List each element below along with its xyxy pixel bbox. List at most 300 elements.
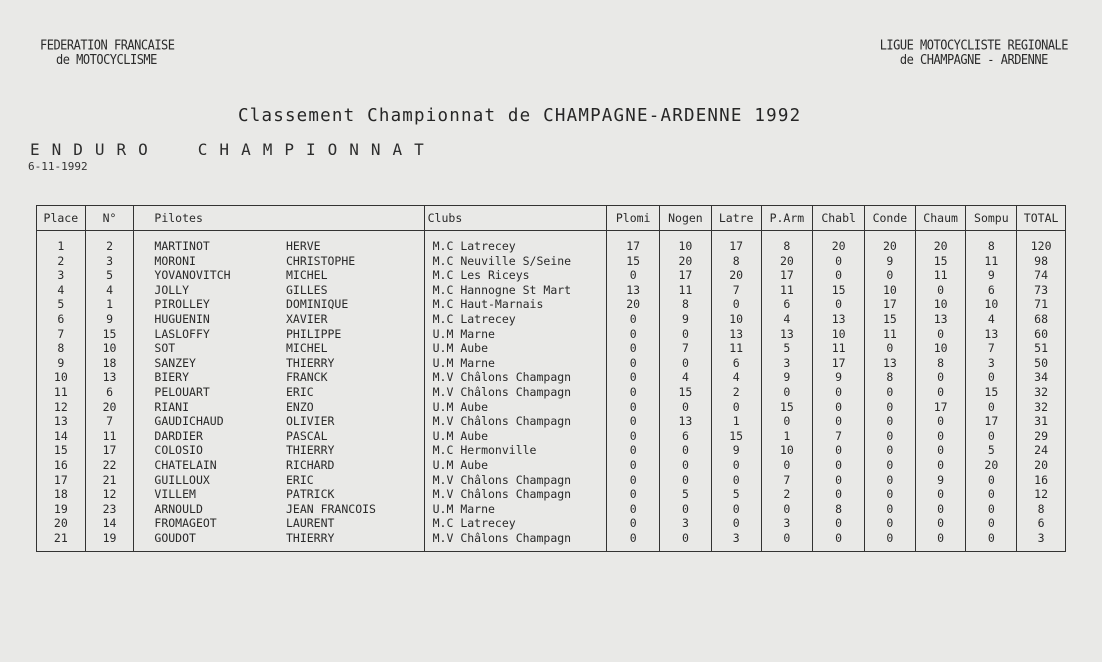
federation-line-1: FEDERATION FRANCAISE (40, 37, 175, 53)
col-total-cell: 32 (1017, 400, 1066, 415)
col-pilot-firstname-cell: THIERRY (276, 531, 424, 552)
col-number-cell: 21 (85, 473, 134, 488)
table-row (37, 385, 1066, 400)
col-latre-cell: 3 (711, 531, 761, 552)
col-nogen-cell: 0 (660, 502, 712, 517)
col-number-cell: 10 (85, 341, 134, 356)
col-total-cell: 12 (1017, 487, 1066, 502)
col-sompu-cell: 13 (966, 327, 1017, 342)
col-parm-header: P.Arm (761, 206, 813, 231)
col-pilot-lastname-cell: PIROLLEY (134, 297, 276, 312)
col-total-cell: 32 (1017, 385, 1066, 400)
col-sompu-cell: 6 (966, 283, 1017, 298)
col-pilot-firstname-cell: ERIC (276, 385, 424, 400)
discipline-subtitle (30, 140, 436, 159)
col-number-cell: 9 (85, 312, 134, 327)
col-parm-cell: 10 (761, 443, 813, 458)
col-nogen-cell: 3 (660, 516, 712, 531)
col-nogen-cell: 13 (660, 414, 712, 429)
table-row (37, 341, 1066, 356)
table-row (37, 283, 1066, 298)
col-total-cell: 24 (1017, 443, 1066, 458)
col-total-cell: 120 (1017, 231, 1066, 254)
col-parm-cell: 0 (761, 531, 813, 552)
col-conde-cell: 0 (865, 531, 916, 552)
col-chaum-cell: 8 (915, 356, 966, 371)
col-chabl-cell: 11 (813, 341, 865, 356)
col-parm-cell: 3 (761, 356, 813, 371)
table-row (37, 531, 1066, 552)
col-parm-cell: 11 (761, 283, 813, 298)
col-total-cell: 98 (1017, 254, 1066, 269)
col-nogen-cell: 17 (660, 268, 712, 283)
discipline-label: ENDURO (30, 140, 160, 159)
col-pilot-firstname-cell: RICHARD (276, 458, 424, 473)
col-latre-cell: 10 (711, 312, 761, 327)
col-place-cell: 9 (37, 356, 86, 371)
col-place-cell: 10 (37, 370, 86, 385)
col-latre-cell: 13 (711, 327, 761, 342)
col-sompu-cell: 0 (966, 502, 1017, 517)
col-place-cell: 15 (37, 443, 86, 458)
col-total-cell: 34 (1017, 370, 1066, 385)
col-pilot-firstname-cell: ERIC (276, 473, 424, 488)
col-pilot-firstname-cell: JEAN FRANCOIS (276, 502, 424, 517)
col-chaum-cell: 15 (915, 254, 966, 269)
col-sompu-cell: 4 (966, 312, 1017, 327)
col-chaum-cell: 0 (915, 531, 966, 552)
col-plomi-cell: 0 (607, 312, 660, 327)
championship-label: CHAMPIONNAT (197, 140, 436, 159)
col-pilot-lastname-cell: ARNOULD (134, 502, 276, 517)
col-plomi-cell: 0 (607, 341, 660, 356)
col-club-cell: M.C Les Riceys (424, 268, 607, 283)
col-latre-cell: 8 (711, 254, 761, 269)
col-pilot-lastname-header: Pilotes (134, 206, 424, 231)
col-parm-cell: 1 (761, 429, 813, 444)
col-pilot-lastname-cell: VILLEM (134, 487, 276, 502)
col-parm-cell: 2 (761, 487, 813, 502)
col-pilot-lastname-cell: YOVANOVITCH (134, 268, 276, 283)
col-place-cell: 18 (37, 487, 86, 502)
col-number-cell: 14 (85, 516, 134, 531)
col-chabl-cell: 8 (813, 502, 865, 517)
col-chaum-cell: 11 (915, 268, 966, 283)
col-sompu-cell: 17 (966, 414, 1017, 429)
col-latre-cell: 0 (711, 502, 761, 517)
col-nogen-cell: 20 (660, 254, 712, 269)
col-total-cell: 74 (1017, 268, 1066, 283)
col-place-cell: 16 (37, 458, 86, 473)
col-parm-cell: 7 (761, 473, 813, 488)
col-plomi-cell: 0 (607, 531, 660, 552)
table-row (37, 443, 1066, 458)
col-number-cell: 13 (85, 370, 134, 385)
col-number-cell: 12 (85, 487, 134, 502)
col-plomi-cell: 0 (607, 356, 660, 371)
col-sompu-cell: 7 (966, 341, 1017, 356)
col-total-cell: 51 (1017, 341, 1066, 356)
col-club-cell: U.M Aube (424, 458, 607, 473)
col-plomi-cell: 17 (607, 231, 660, 254)
col-parm-cell: 6 (761, 297, 813, 312)
col-sompu-cell: 5 (966, 443, 1017, 458)
col-plomi-cell: 0 (607, 458, 660, 473)
col-chabl-cell: 0 (813, 458, 865, 473)
table-header (37, 206, 1066, 231)
col-pilot-firstname-cell: HERVE (276, 231, 424, 254)
col-total-cell: 50 (1017, 356, 1066, 371)
table-row (37, 458, 1066, 473)
col-nogen-cell: 15 (660, 385, 712, 400)
col-nogen-header: Nogen (660, 206, 712, 231)
col-sompu-header: Sompu (966, 206, 1017, 231)
col-parm-cell: 13 (761, 327, 813, 342)
col-pilot-firstname-cell: THIERRY (276, 443, 424, 458)
col-plomi-cell: 20 (607, 297, 660, 312)
col-number-cell: 4 (85, 283, 134, 298)
col-number-cell: 11 (85, 429, 134, 444)
col-club-header: Clubs (424, 206, 607, 231)
table-row (37, 487, 1066, 502)
col-sompu-cell: 11 (966, 254, 1017, 269)
col-chaum-cell: 10 (915, 341, 966, 356)
table-row (37, 429, 1066, 444)
col-chabl-cell: 0 (813, 487, 865, 502)
col-nogen-cell: 6 (660, 429, 712, 444)
col-plomi-cell: 0 (607, 429, 660, 444)
col-chaum-cell: 10 (915, 297, 966, 312)
col-pilot-lastname-cell: RIANI (134, 400, 276, 415)
col-parm-cell: 0 (761, 458, 813, 473)
table-row (37, 297, 1066, 312)
col-chabl-cell: 0 (813, 443, 865, 458)
table-row (37, 516, 1066, 531)
col-chaum-cell: 0 (915, 516, 966, 531)
col-chaum-cell: 0 (915, 370, 966, 385)
col-chaum-cell: 0 (915, 458, 966, 473)
col-sompu-cell: 9 (966, 268, 1017, 283)
col-pilot-firstname-cell: CHRISTOPHE (276, 254, 424, 269)
col-nogen-cell: 5 (660, 487, 712, 502)
col-sompu-cell: 0 (966, 516, 1017, 531)
col-chabl-cell: 10 (813, 327, 865, 342)
col-sompu-cell: 0 (966, 473, 1017, 488)
col-club-cell: U.M Marne (424, 327, 607, 342)
col-plomi-cell: 0 (607, 327, 660, 342)
col-parm-cell: 8 (761, 231, 813, 254)
col-sompu-cell: 20 (966, 458, 1017, 473)
col-plomi-cell: 0 (607, 268, 660, 283)
col-sompu-cell: 0 (966, 531, 1017, 552)
col-pilot-lastname-cell: LASLOFFY (134, 327, 276, 342)
col-plomi-header: Plomi (607, 206, 660, 231)
table-body (37, 231, 1066, 552)
col-club-cell: M.C Haut-Marnais (424, 297, 607, 312)
col-conde-cell: 0 (865, 385, 916, 400)
col-pilot-lastname-cell: MORONI (134, 254, 276, 269)
col-parm-cell: 3 (761, 516, 813, 531)
col-chaum-cell: 17 (915, 400, 966, 415)
col-plomi-cell: 0 (607, 443, 660, 458)
col-chabl-cell: 0 (813, 400, 865, 415)
col-place-cell: 4 (37, 283, 86, 298)
col-conde-cell: 0 (865, 400, 916, 415)
col-club-cell: U.M Aube (424, 429, 607, 444)
col-sompu-cell: 0 (966, 429, 1017, 444)
col-chaum-cell: 0 (915, 414, 966, 429)
col-place-cell: 14 (37, 429, 86, 444)
col-pilot-lastname-cell: BIERY (134, 370, 276, 385)
col-club-cell: M.V Châlons Champagn (424, 385, 607, 400)
col-total-cell: 68 (1017, 312, 1066, 327)
col-plomi-cell: 0 (607, 473, 660, 488)
header-row (37, 206, 1066, 231)
table-row (37, 268, 1066, 283)
col-total-cell: 6 (1017, 516, 1066, 531)
col-conde-cell: 10 (865, 283, 916, 298)
col-nogen-cell: 0 (660, 458, 712, 473)
col-latre-cell: 20 (711, 268, 761, 283)
col-parm-cell: 4 (761, 312, 813, 327)
col-parm-cell: 0 (761, 385, 813, 400)
col-conde-cell: 0 (865, 487, 916, 502)
col-nogen-cell: 4 (660, 370, 712, 385)
col-chabl-cell: 0 (813, 531, 865, 552)
col-sompu-cell: 0 (966, 370, 1017, 385)
document-title: Classement Championnat de CHAMPAGNE-ARDENNE 1992 (238, 106, 802, 126)
col-club-cell: M.V Châlons Champagn (424, 531, 607, 552)
col-number-cell: 2 (85, 231, 134, 254)
col-chaum-cell: 20 (915, 231, 966, 254)
col-parm-cell: 15 (761, 400, 813, 415)
col-number-cell: 23 (85, 502, 134, 517)
col-sompu-cell: 0 (966, 487, 1017, 502)
col-chabl-cell: 20 (813, 231, 865, 254)
col-club-cell: M.V Châlons Champagn (424, 414, 607, 429)
col-conde-cell: 0 (865, 341, 916, 356)
league-line-2: de CHAMPAGNE - ARDENNE (899, 51, 1048, 68)
col-chaum-header: Chaum (915, 206, 966, 231)
col-pilot-firstname-cell: DOMINIQUE (276, 297, 424, 312)
col-chaum-cell: 0 (915, 502, 966, 517)
col-nogen-cell: 0 (660, 443, 712, 458)
col-chaum-cell: 9 (915, 473, 966, 488)
col-conde-cell: 13 (865, 356, 916, 371)
col-chaum-cell: 0 (915, 327, 966, 342)
col-nogen-cell: 11 (660, 283, 712, 298)
col-conde-header: Conde (865, 206, 916, 231)
col-nogen-cell: 0 (660, 531, 712, 552)
col-parm-cell: 0 (761, 414, 813, 429)
col-latre-cell: 9 (711, 443, 761, 458)
col-chaum-cell: 0 (915, 487, 966, 502)
col-chabl-cell: 15 (813, 283, 865, 298)
col-latre-cell: 7 (711, 283, 761, 298)
col-nogen-cell: 0 (660, 327, 712, 342)
col-nogen-cell: 0 (660, 356, 712, 371)
col-place-cell: 5 (37, 297, 86, 312)
col-total-cell: 60 (1017, 327, 1066, 342)
col-pilot-lastname-cell: SOT (134, 341, 276, 356)
table-row (37, 370, 1066, 385)
col-number-cell: 1 (85, 297, 134, 312)
col-latre-cell: 0 (711, 473, 761, 488)
col-total-cell: 29 (1017, 429, 1066, 444)
col-nogen-cell: 0 (660, 473, 712, 488)
col-pilot-lastname-cell: CHATELAIN (134, 458, 276, 473)
col-number-cell: 3 (85, 254, 134, 269)
col-club-cell: U.M Aube (424, 341, 607, 356)
col-nogen-cell: 10 (660, 231, 712, 254)
col-pilot-firstname-cell: LAURENT (276, 516, 424, 531)
col-pilot-lastname-cell: HUGUENIN (134, 312, 276, 327)
col-pilot-lastname-cell: GUILLOUX (134, 473, 276, 488)
col-conde-cell: 15 (865, 312, 916, 327)
col-conde-cell: 20 (865, 231, 916, 254)
col-nogen-cell: 0 (660, 400, 712, 415)
table-row (37, 414, 1066, 429)
col-number-cell: 17 (85, 443, 134, 458)
col-club-cell: M.C Hermonville (424, 443, 607, 458)
col-nogen-cell: 8 (660, 297, 712, 312)
col-place-cell: 2 (37, 254, 86, 269)
col-chaum-cell: 0 (915, 443, 966, 458)
col-club-cell: M.V Châlons Champagn (424, 370, 607, 385)
col-latre-cell: 6 (711, 356, 761, 371)
col-sompu-cell: 3 (966, 356, 1017, 371)
col-conde-cell: 0 (865, 414, 916, 429)
col-total-cell: 3 (1017, 531, 1066, 552)
col-plomi-cell: 0 (607, 400, 660, 415)
col-latre-header: Latre (711, 206, 761, 231)
col-place-cell: 21 (37, 531, 86, 552)
col-total-cell: 31 (1017, 414, 1066, 429)
col-club-cell: U.M Marne (424, 356, 607, 371)
col-chaum-cell: 13 (915, 312, 966, 327)
col-pilot-lastname-cell: GOUDOT (134, 531, 276, 552)
league-line-1: LIGUE MOTOCYCLISTE REGIONALE (879, 37, 1068, 53)
col-latre-cell: 4 (711, 370, 761, 385)
col-conde-cell: 0 (865, 268, 916, 283)
col-place-cell: 13 (37, 414, 86, 429)
col-pilot-firstname-cell: ENZO (276, 400, 424, 415)
document-date: 6-11-1992 (28, 160, 88, 173)
col-pilot-lastname-cell: PELOUART (134, 385, 276, 400)
col-chabl-cell: 13 (813, 312, 865, 327)
col-plomi-cell: 0 (607, 516, 660, 531)
col-conde-cell: 8 (865, 370, 916, 385)
federation-line-2: de MOTOCYCLISME (56, 51, 157, 68)
col-plomi-cell: 0 (607, 502, 660, 517)
col-number-cell: 22 (85, 458, 134, 473)
col-plomi-cell: 0 (607, 385, 660, 400)
league-header (880, 39, 1068, 68)
col-number-cell: 7 (85, 414, 134, 429)
federation-header (40, 39, 175, 68)
col-latre-cell: 11 (711, 341, 761, 356)
col-nogen-cell: 9 (660, 312, 712, 327)
col-total-cell: 8 (1017, 502, 1066, 517)
col-sompu-cell: 10 (966, 297, 1017, 312)
col-sompu-cell: 8 (966, 231, 1017, 254)
col-pilot-lastname-cell: JOLLY (134, 283, 276, 298)
col-chabl-cell: 0 (813, 297, 865, 312)
col-club-cell: M.V Châlons Champagn (424, 473, 607, 488)
col-club-cell: U.M Marne (424, 502, 607, 517)
col-pilot-lastname-cell: DARDIER (134, 429, 276, 444)
col-place-header: Place (37, 206, 86, 231)
table-row (37, 327, 1066, 342)
col-number-cell: 5 (85, 268, 134, 283)
standings-table (36, 205, 1066, 552)
col-latre-cell: 0 (711, 458, 761, 473)
col-club-cell: M.C Neuville S/Seine (424, 254, 607, 269)
col-club-cell: M.C Latrecey (424, 312, 607, 327)
col-chabl-cell: 0 (813, 516, 865, 531)
col-number-cell: 6 (85, 385, 134, 400)
col-place-cell: 17 (37, 473, 86, 488)
col-pilot-firstname-cell: THIERRY (276, 356, 424, 371)
col-club-cell: M.V Châlons Champagn (424, 487, 607, 502)
col-chabl-cell: 7 (813, 429, 865, 444)
col-chabl-cell: 0 (813, 254, 865, 269)
col-number-cell: 19 (85, 531, 134, 552)
col-latre-cell: 5 (711, 487, 761, 502)
col-pilot-firstname-cell: PHILIPPE (276, 327, 424, 342)
col-latre-cell: 0 (711, 516, 761, 531)
table-row (37, 231, 1066, 254)
col-chaum-cell: 0 (915, 385, 966, 400)
col-conde-cell: 0 (865, 502, 916, 517)
col-pilot-firstname-cell: FRANCK (276, 370, 424, 385)
col-club-cell: M.C Latrecey (424, 231, 607, 254)
col-latre-cell: 1 (711, 414, 761, 429)
col-sompu-cell: 15 (966, 385, 1017, 400)
col-chabl-cell: 9 (813, 370, 865, 385)
col-pilot-firstname-cell: MICHEL (276, 341, 424, 356)
table-row (37, 473, 1066, 488)
col-conde-cell: 0 (865, 443, 916, 458)
col-place-cell: 7 (37, 327, 86, 342)
col-place-cell: 3 (37, 268, 86, 283)
col-total-cell: 73 (1017, 283, 1066, 298)
col-plomi-cell: 15 (607, 254, 660, 269)
col-latre-cell: 2 (711, 385, 761, 400)
col-chabl-cell: 0 (813, 385, 865, 400)
col-pilot-lastname-cell: GAUDICHAUD (134, 414, 276, 429)
col-parm-cell: 20 (761, 254, 813, 269)
table-row (37, 502, 1066, 517)
col-pilot-lastname-cell: SANZEY (134, 356, 276, 371)
col-place-cell: 19 (37, 502, 86, 517)
col-latre-cell: 17 (711, 231, 761, 254)
col-latre-cell: 0 (711, 297, 761, 312)
col-pilot-firstname-cell: GILLES (276, 283, 424, 298)
col-number-cell: 15 (85, 327, 134, 342)
table-row (37, 356, 1066, 371)
col-conde-cell: 0 (865, 516, 916, 531)
col-place-cell: 8 (37, 341, 86, 356)
col-sompu-cell: 0 (966, 400, 1017, 415)
col-total-cell: 71 (1017, 297, 1066, 312)
col-parm-cell: 0 (761, 502, 813, 517)
col-pilot-firstname-cell: PASCAL (276, 429, 424, 444)
col-number-cell: 18 (85, 356, 134, 371)
col-pilot-firstname-cell: XAVIER (276, 312, 424, 327)
col-pilot-lastname-cell: MARTINOT (134, 231, 276, 254)
col-club-cell: M.C Hannogne St Mart (424, 283, 607, 298)
